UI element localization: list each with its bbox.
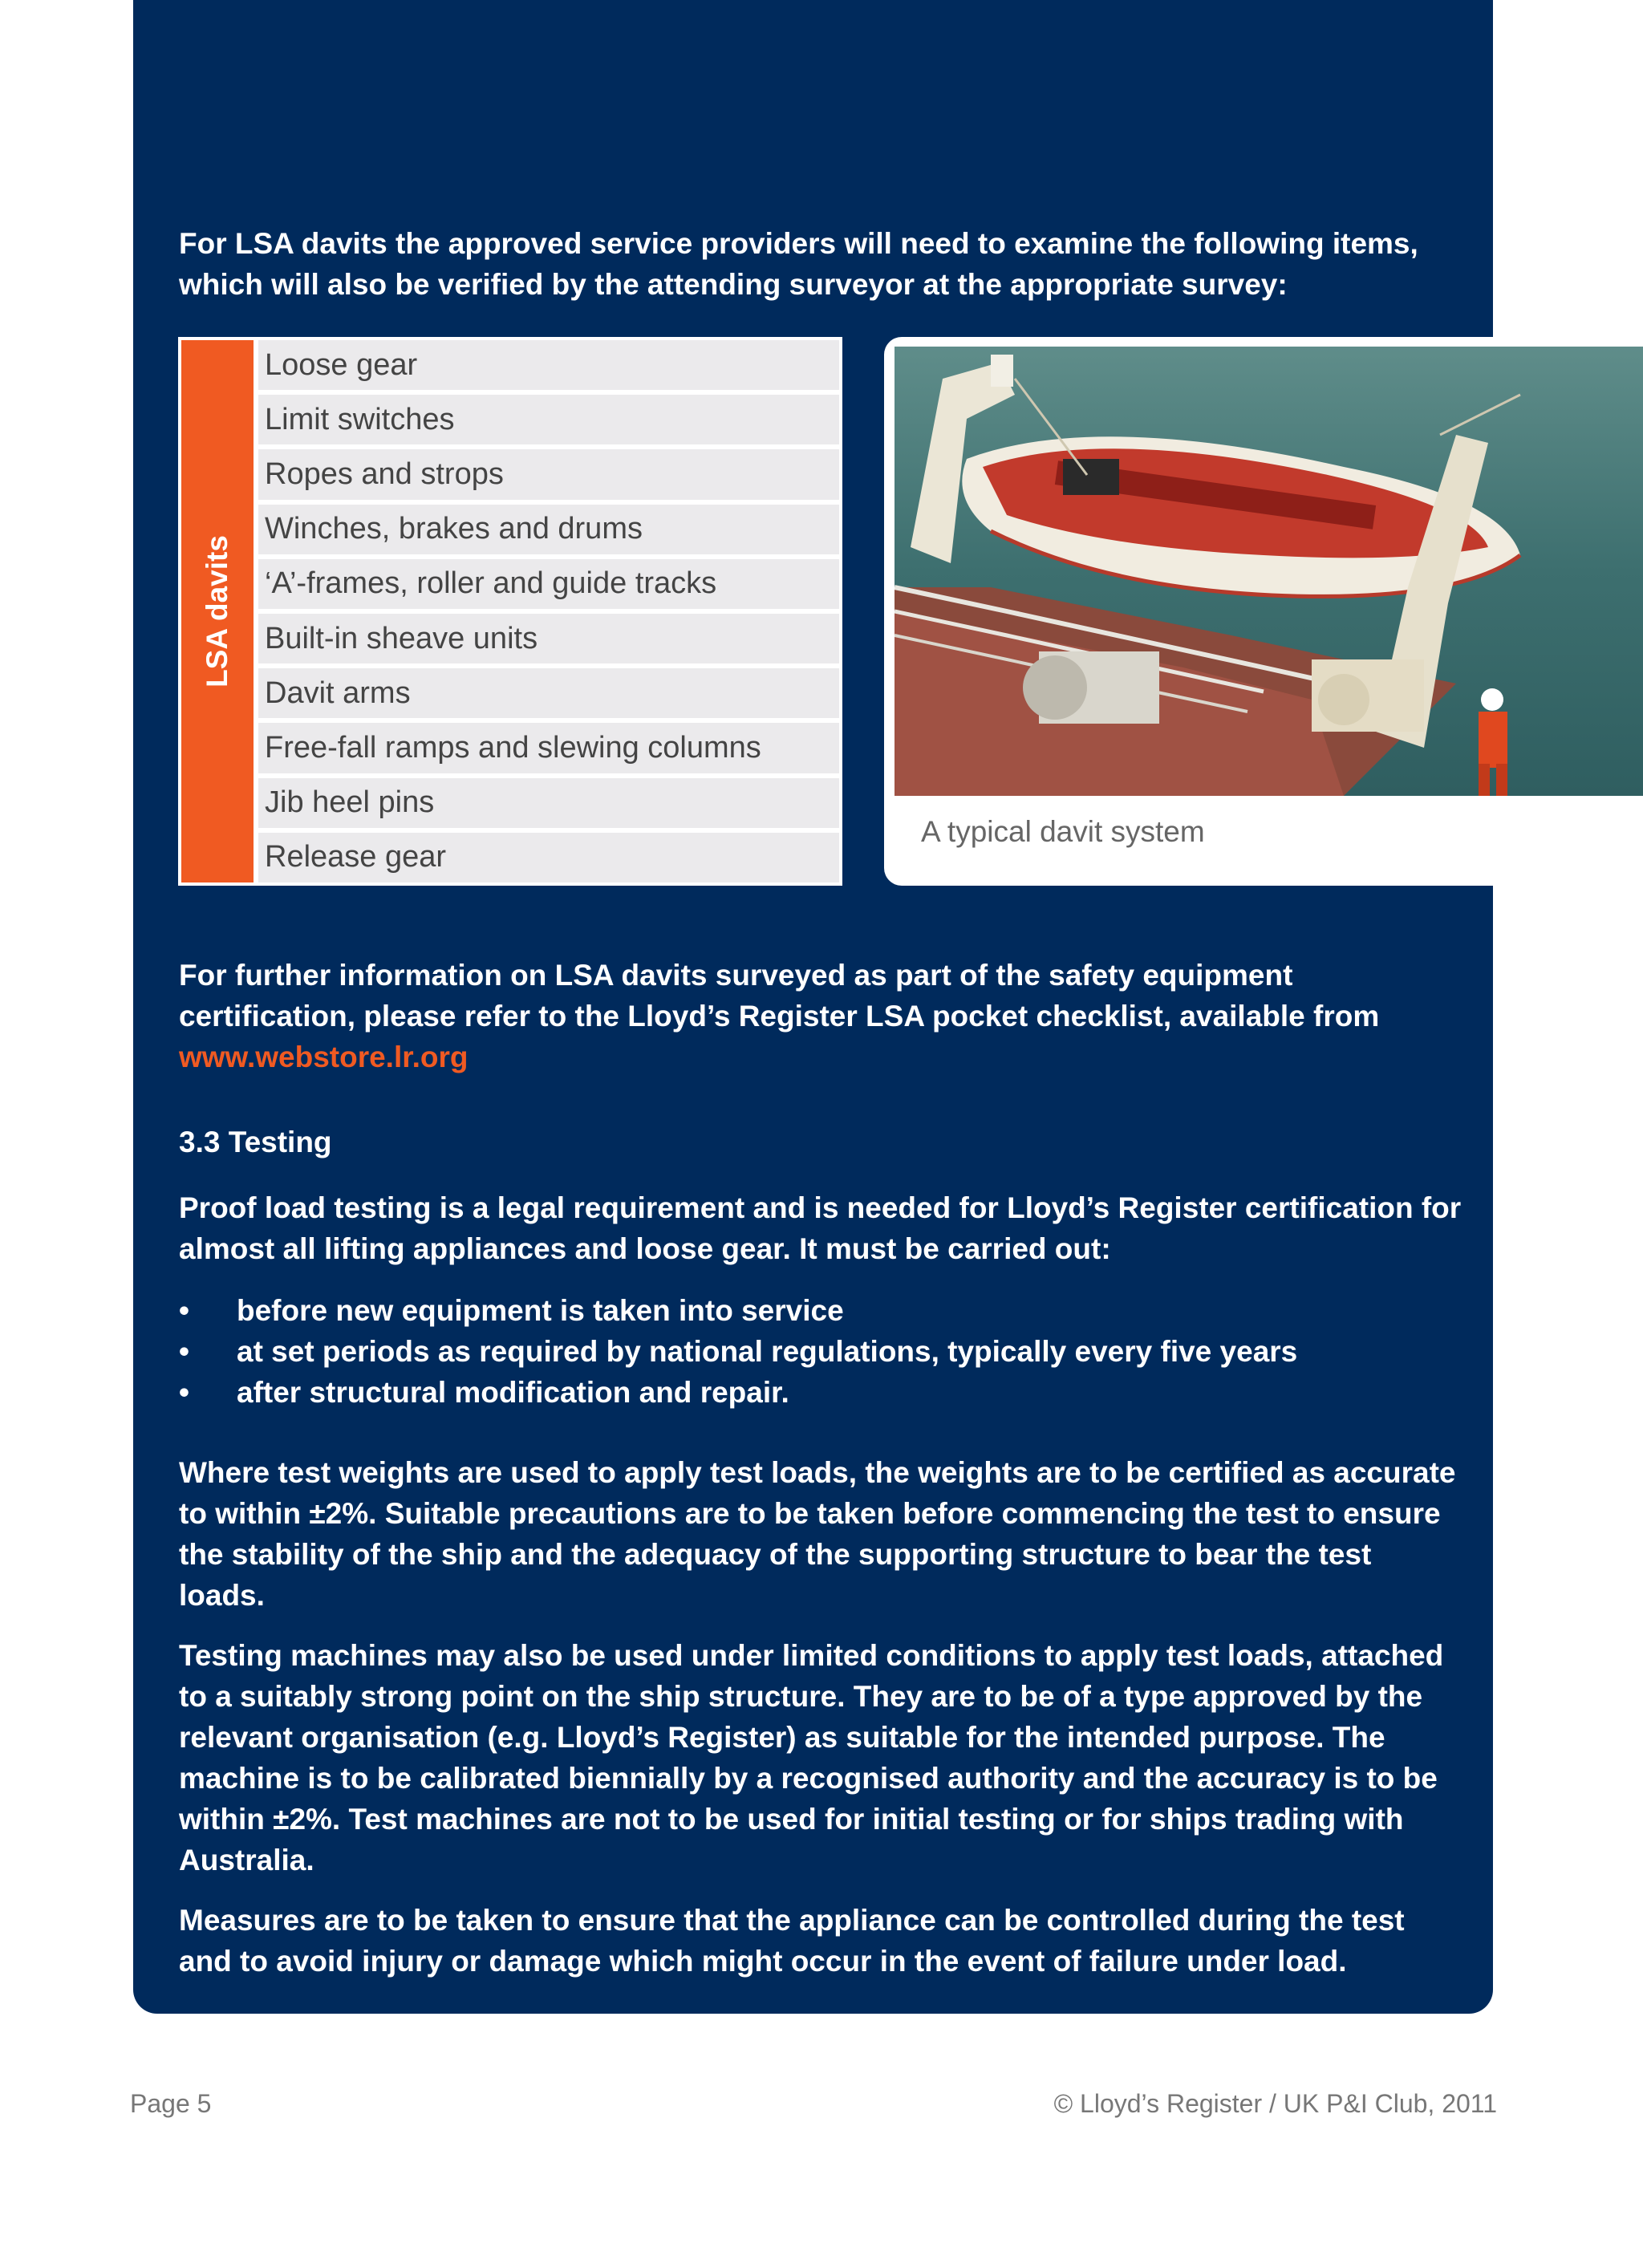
test-weights-paragraph: Where test weights are used to apply test loads, the weights are to be certified as accurate to within ±2%. Suitable precautions are to be taken before commencing the test to ensure the stability of the ship and the adequacy of the supporting structure to bear the test loads. [179, 1456, 1456, 1612]
list-item: • before new equipment is taken into service [179, 1290, 1462, 1331]
section-heading: 3.3 Testing [179, 1126, 332, 1158]
table-rows [258, 340, 839, 882]
table-row: Limit switches [258, 395, 839, 444]
further-info-paragraph [179, 955, 1462, 1077]
table-row: ‘A’-frames, roller and guide tracks [258, 559, 839, 609]
testing-bullet-list [179, 1290, 1462, 1413]
measures-paragraph: Measures are to be taken to ensure that the appliance can be controlled during the test and to avoid injury or damage which might occur in the event of failure under load. [179, 1904, 1405, 1978]
webstore-link[interactable]: www.webstore.lr.org [179, 1041, 469, 1073]
intro-paragraph: For LSA davits the approved service providers will need to examine the following items, which will also be verified by the attending surveyor at the appropriate survey: [179, 227, 1418, 301]
table-side-label [181, 340, 254, 882]
table-row: Loose gear [258, 340, 839, 390]
photo-caption: A typical davit system [921, 815, 1205, 848]
testing-machines-paragraph: Testing machines may also be used under limited conditions to apply test loads, attached to a suitably strong point on the ship structure. They are to be of a type approved by the relevant organisation (e.g. Lloyd’s Register) as suitable for the intended purpose. The machine is to be calibrated biennially by a recognised authority and the accuracy is to be within ±2%. Test machines are not to be used for initial testing or for ships trading with Australia. [179, 1639, 1444, 1876]
table-row: Free-fall ramps and slewing columns [258, 723, 839, 773]
further-info-text: For further information on LSA davits surveyed as part of the safety equipment certification, please refer to the Lloyd’s Register LSA pocket checklist, available from [179, 959, 1380, 1033]
table-side-label-text: LSA davits [201, 535, 233, 688]
lsa-davits-table [178, 337, 842, 886]
table-row: Davit arms [258, 668, 839, 718]
table-row: Release gear [258, 833, 839, 882]
page-number: Page 5 [130, 2089, 212, 2118]
table-row: Ropes and strops [258, 449, 839, 499]
table-row: Winches, brakes and drums [258, 505, 839, 554]
copyright-notice: © Lloyd’s Register / UK P&I Club, 2011 [1053, 2089, 1497, 2118]
table-row: Built-in sheave units [258, 614, 839, 663]
table-row: Jib heel pins [258, 778, 839, 828]
proof-load-paragraph: Proof load testing is a legal requirement and is needed for Lloyd’s Register certification for almost all lifting appliances and loose gear. It must be carried out: [179, 1191, 1462, 1265]
list-item: • at set periods as required by national regulations, typically every five years [179, 1331, 1462, 1372]
davit-system-photo [895, 347, 1643, 796]
photo-card [884, 337, 1643, 886]
list-item: • after structural modification and repair. [179, 1372, 1462, 1413]
